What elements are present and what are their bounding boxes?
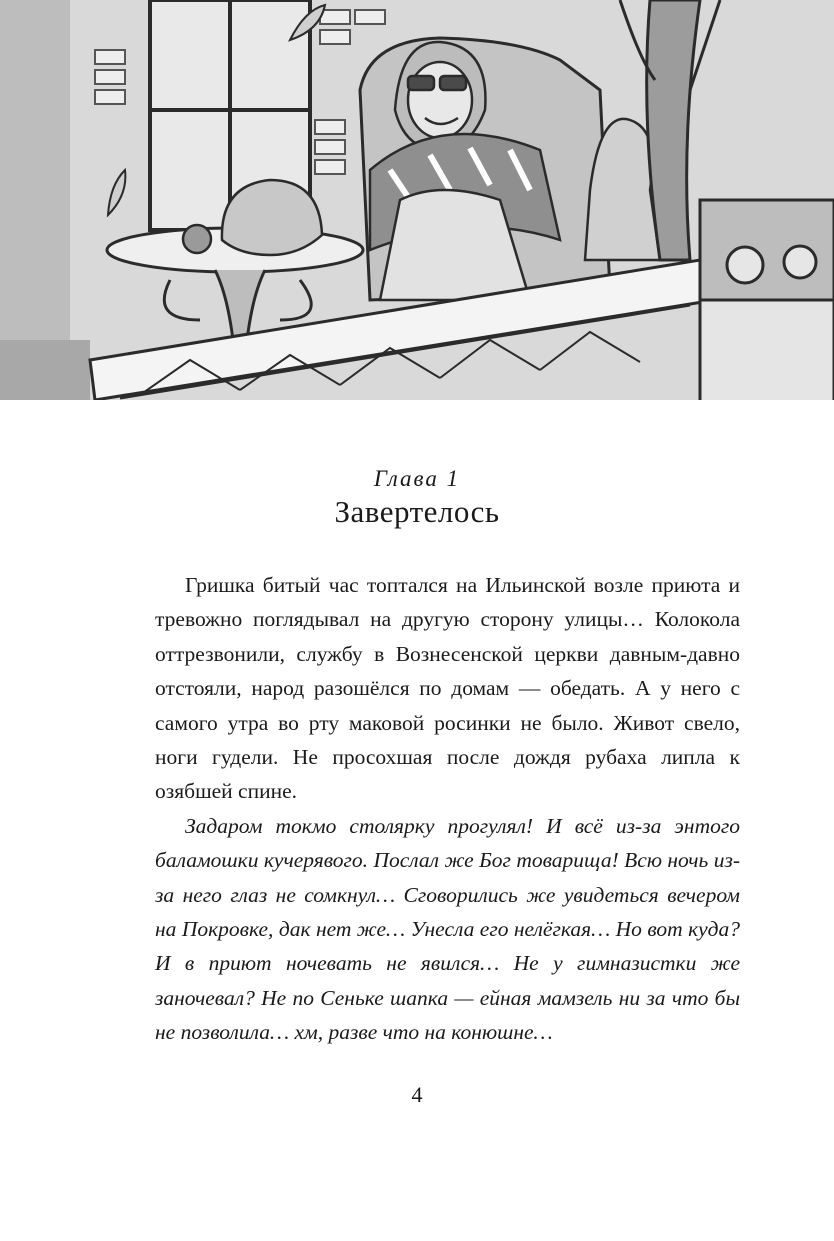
chapter-body [155, 568, 740, 1050]
paragraph: Гришка битый час топтался на Ильинской возле приюта и тревожно поглядывал на другую сторону улицы… Колокола оттрезвонили, службу в Вознесенской церкви давным-давно отстояли, народ разошёлся по домам — обедать. А у него с самого утра во рту маковой росинки не было. Живот свело, ноги гудели. Не просохшая после дождя рубаха липла к озябшей спине. [155, 573, 740, 804]
chapter-illustration [0, 0, 834, 430]
left-pillar [0, 0, 70, 360]
carved-panel [700, 200, 834, 410]
chapter-title: Завертелось [334, 494, 500, 529]
apple [183, 225, 211, 253]
paragraph-inner-monologue: Задаром токмо столярку прогулял! И всё из-за энтого баламошки кучерявого. Послал же Бог товарища! Всю ночь из-за него глаз не сомкнул… Сговорились же увидеться вечером на Покровке, дак нет же… Унесла его нелёгкая… Но вот куда? И в приют ночевать не явился… Не у гимназистки же заночевал? Не по Сеньке шапка — ейная мамзель ни за что бы не позволила… хм, разве что на конюшне… [155, 813, 740, 1045]
chapter-label: Глава 1 [373, 466, 461, 491]
page-number: 4 [411, 1082, 423, 1107]
